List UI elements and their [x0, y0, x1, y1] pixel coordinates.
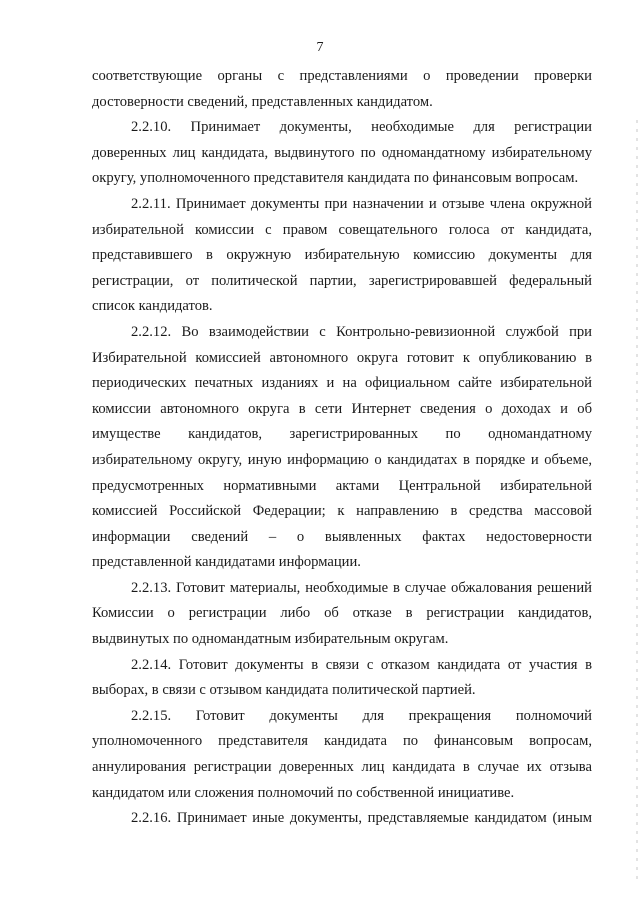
- text-line: комиссией Российской Федерации; к направлению в средства массовой: [92, 503, 592, 520]
- scan-margin-artifact: [636, 120, 638, 880]
- text-line: представленной кандидатами информации.: [92, 554, 361, 571]
- text-line: аннулирования регистрации доверенных лиц кандидата в случае их отзыва: [92, 759, 592, 776]
- text-line: 2.2.11. Принимает документы при назначении и отзыве члена окружной: [131, 195, 592, 212]
- text-line: Комиссии о регистрации либо об отказе в регистрации кандидатов,: [92, 605, 592, 622]
- text-line: кандидатом или сложения полномочий по собственной инициативе.: [92, 784, 515, 801]
- page-number: 7: [316, 40, 324, 55]
- text-line: комиссии автономного округа в сети Интернет сведения о доходах и об: [92, 400, 592, 417]
- text-line: 2.2.10. Принимает документы, необходимые для регистрации: [131, 119, 592, 136]
- document-body: [92, 64, 592, 832]
- text-line: достоверности сведений, представленных кандидатом.: [92, 93, 433, 110]
- text-line: 2.2.14. Готовит документы в связи с отказом кандидата от участия в: [131, 656, 592, 673]
- text-line: 2.2.13. Готовит материалы, необходимые в случае обжалования решений: [131, 579, 592, 596]
- text-line: выдвинутых по одномандатным избирательным округам.: [92, 631, 449, 648]
- text-line: 2.2.12. Во взаимодействии с Контрольно-ревизионной службой при: [131, 323, 592, 340]
- text-line: избирательному округу, иную информацию о кандидатах в порядке и объеме,: [92, 451, 592, 468]
- text-line: информации сведений – о выявленных фактах недостоверности: [92, 528, 592, 545]
- text-line: Избирательной комиссией автономного округа готовит к опубликованию в: [92, 349, 592, 366]
- text-line: список кандидатов.: [92, 298, 213, 315]
- text-line: предусмотренных нормативными актами Центральной избирательной: [92, 477, 592, 494]
- text-line: представившего в окружную избирательную комиссию документы для: [92, 247, 592, 264]
- text-line: регистрации, от политической партии, зарегистрировавшей федеральный: [92, 272, 592, 289]
- text-line: периодических печатных изданиях и на официальном сайте избирательной: [92, 375, 592, 392]
- text-line: 2.2.16. Принимает иные документы, представляемые кандидатом (иным: [131, 810, 592, 827]
- text-line: выборах, в связи с отзывом кандидата политической партией.: [92, 682, 476, 699]
- text-line: округу, уполномоченного представителя кандидата по финансовым вопросам.: [92, 170, 579, 187]
- text-line: соответствующие органы с представлениями о проведении проверки: [92, 68, 592, 84]
- text-line: избирательной комиссии с правом совещательного голоса от кандидата,: [92, 221, 592, 238]
- text-line: доверенных лиц кандидата, выдвинутого по одномандатному избирательному: [92, 144, 592, 161]
- text-line: имуществе кандидатов, зарегистрированных по одномандатному: [92, 426, 592, 443]
- text-line: 2.2.15. Готовит документы для прекращения полномочий: [131, 707, 592, 724]
- text-line: уполномоченного представителя кандидата по финансовым вопросам,: [92, 733, 592, 750]
